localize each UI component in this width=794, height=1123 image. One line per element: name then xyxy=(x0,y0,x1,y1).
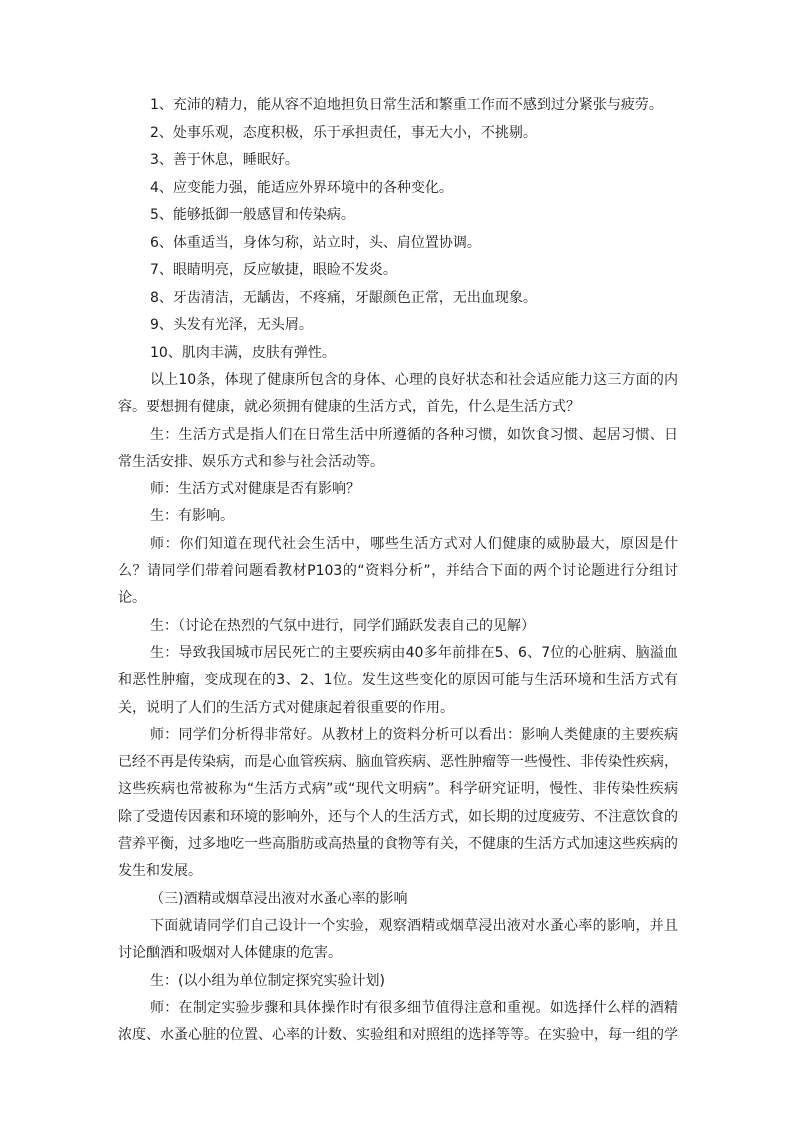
paragraph-summary: 以上10条，体现了健康所包含的身体、心理的良好状态和社会适应能力这三方面的内容。要想拥有健康，就必须拥有健康的生活方式，首先，什么是生活方式？ xyxy=(118,372,678,416)
list-item: 6、体重适当，身体匀称，站立时，头、肩位置协调。 xyxy=(150,234,481,251)
list-item: 10、肌肉丰满，皮肤有弹性。 xyxy=(150,344,336,361)
list-item: 3、善于休息，睡眠好。 xyxy=(150,152,299,168)
paragraph-student-answer: 生：导致我国城市居民死亡的主要疾病由40多年前排在5、6、7位的心脏病、脑溢血和恶性肿瘤，变成现在的3、2、1位。发生这些变化的原因可能与生活环境和生活方式有关，说明了人们的生活方式对健康起着很重要的作用。 xyxy=(118,644,678,716)
paragraph-student-answer: 生：生活方式是指人们在日常生活中所遵循的各种习惯，如饮食习惯、起居习惯、日常生活安排、娱乐方式和参与社会活动等。 xyxy=(118,426,678,470)
paragraph-teacher-question: 师：生活方式对健康是否有影响？ xyxy=(150,481,360,498)
list-item: 1、充沛的精力，能从容不迫地担负日常生活和繁重工作而不感到过分紧张与疲劳。 xyxy=(150,97,663,113)
list-item: 8、牙齿清洁，无龋齿，不疼痛，牙龈颜色正常，无出血现象。 xyxy=(150,289,537,306)
paragraph-student-discussion: 生：（讨论在热烈的气氛中进行，同学们踊跃发表自己的见解） xyxy=(150,617,535,634)
paragraph-student-answer: 生：有影响。 xyxy=(150,508,234,525)
paragraph-instruction: 下面就请同学们自己设计一个实验，观察酒精或烟草浸出液对水蚤心率的影响，并且讨论酗酒和吸烟对人体健康的危害。 xyxy=(118,917,678,962)
section-heading: （三)酒精或烟草浸出液对水蚤心率的影响 xyxy=(150,890,408,907)
paragraph-teacher-explanation: 师：同学们分析得非常好。从教材上的资料分析可以看出：影响人类健康的主要疾病已经不再是传染病，而是心血管疾病、脑血管疾病、恶性肿瘤等一些慢性、非传染性疾病，这些疾病也常被称为“生活方式病”或“现代文明病”。科学研究证明，慢性、非传染性疾病除了受遗传因素和环境的影响外，还与个人的生活方式，如长期的过度疲劳、不注意饮食的营养平衡，过多地吃一些高脂肪或高热量的食物等有关，不健康的生活方式加速这些疾病的发生和发展。 xyxy=(118,726,678,880)
list-item: 7、眼睛明亮，反应敏捷，眼睑不发炎。 xyxy=(150,262,397,278)
document-body xyxy=(118,92,678,1049)
list-item: 4、应变能力强，能适应外界环境中的各种变化。 xyxy=(150,179,453,196)
paragraph-student-activity: 生：(以小组为单位制定探究实验计划) xyxy=(150,972,385,989)
paragraph-teacher-question: 师：你们知道在现代社会生活中，哪些生活方式对人们健康的威胁最大，原因是什么？请同学们带着问题看教材P103的“资料分析”，并结合下面的两个讨论题进行分组讨论。 xyxy=(118,535,678,607)
health-criteria-list xyxy=(118,92,678,367)
list-item: 9、头发有光泽，无头屑。 xyxy=(150,317,313,333)
list-item: 5、能够抵御一般感冒和传染病。 xyxy=(150,207,355,223)
paragraph-teacher-explanation: 师：在制定实验步骤和具体操作时有很多细节值得注意和重视。如选择什么样的酒精浓度、水蚤心脏的位置、心率的计数、实验组和对照组的选择等等。在实验中，每一组的学 xyxy=(118,999,678,1044)
list-item: 2、处事乐观，态度积极，乐于承担责任，事无大小，不挑剔。 xyxy=(150,124,537,141)
